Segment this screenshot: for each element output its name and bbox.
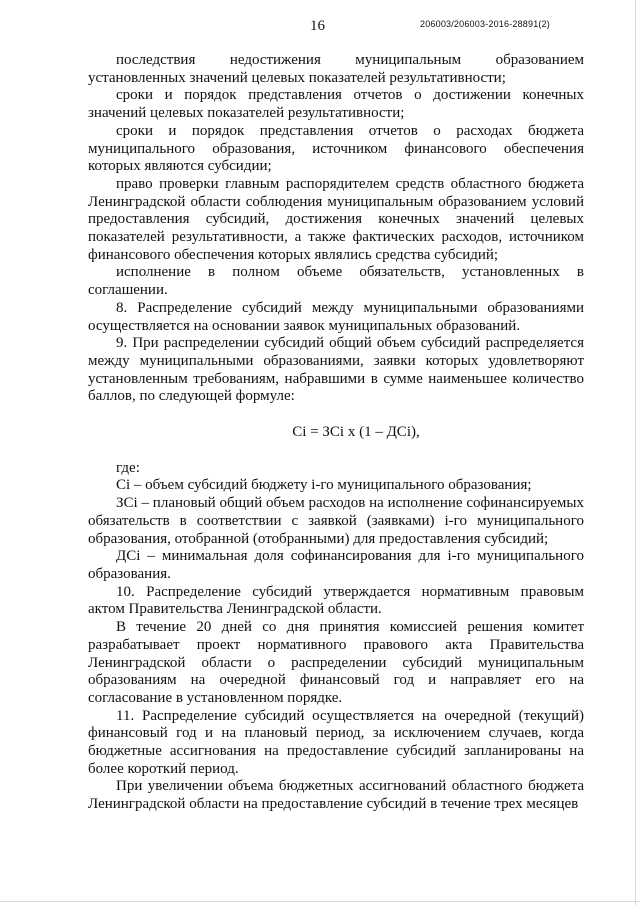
paragraph: исполнение в полном объеме обязательств, установленных в соглашении. xyxy=(88,264,584,299)
paragraph: В течение 20 дней со дня принятия комиссией решения комитет разрабатывает проект нормативного правового акта Правительства Ленинградской области о распределении субсидий муниципальным образованиям на очередной финансовый год и направляет его на согласование в установленном порядке. xyxy=(88,619,584,706)
definition: ДCi – минимальная доля софинансирования для i-го муниципального образования. xyxy=(88,548,584,582)
paragraph: 8. Распределение субсидий между муниципальными образованиями осуществляется на основании заявок муниципальных образований. xyxy=(88,299,584,334)
paragraph: 10. Распределение субсидий утверждается нормативным правовым актом Правительства Ленинградской области. xyxy=(88,583,584,618)
paragraph: 9. При распределении субсидий общий объем субсидий распределяется между муниципальными образованиями, заявки которых удовлетворяют установленным требованиям, набравшими в сумме наименьшее количество баллов, по следующей формуле: xyxy=(88,335,584,405)
paragraph: сроки и порядок представления отчетов о достижении конечных значений целевых показателей результативности; xyxy=(88,87,584,122)
document-id: 206003/206003-2016-28891(2) xyxy=(420,19,551,29)
scan-edge-bottom xyxy=(0,901,640,902)
where-label: где: xyxy=(116,459,140,476)
document-body xyxy=(88,52,584,814)
paragraph: право проверки главным распорядителем средств областного бюджета Ленинградской области соблюдения муниципальным образованием условий предоставления субсидий, достижения конечных значений целевых показателей результативности, а также фактических расходов, источником финансового обеспечения которых являлись средства субсидий; xyxy=(88,175,584,263)
page-number: 16 xyxy=(310,18,325,34)
paragraph: При увеличении объема бюджетных ассигнований областного бюджета Ленинградской области на предоставление субсидий в течение трех месяцев xyxy=(88,778,584,813)
scan-edge-right xyxy=(635,0,636,905)
paragraph: 11. Распределение субсидий осуществляется на очередной (текущий) финансовый год и на плановый период, за исключением случаев, когда бюджетные ассигнования на предоставление субсидий запланированы на более короткий период. xyxy=(88,707,584,777)
paragraph: сроки и порядок представления отчетов о расходах бюджета муниципального образования, источником финансового обеспечения которых являются субсидии; xyxy=(88,122,584,175)
definition: Ci – объем субсидий бюджету i-го муниципального образования; xyxy=(116,477,532,494)
definition: ЗCi – плановый общий объем расходов на исполнение софинансируемых обязательств в соответствии с заявкой (заявками) i-го муниципального образования, отобранной (отобранными) для предоставления субсидий; xyxy=(88,495,584,547)
formula: Ci = ЗCi x (1 – ДCi), xyxy=(292,424,420,441)
paragraph: последствия недостижения муниципальным образованием установленных значений целевых показателей результативности; xyxy=(88,52,584,86)
